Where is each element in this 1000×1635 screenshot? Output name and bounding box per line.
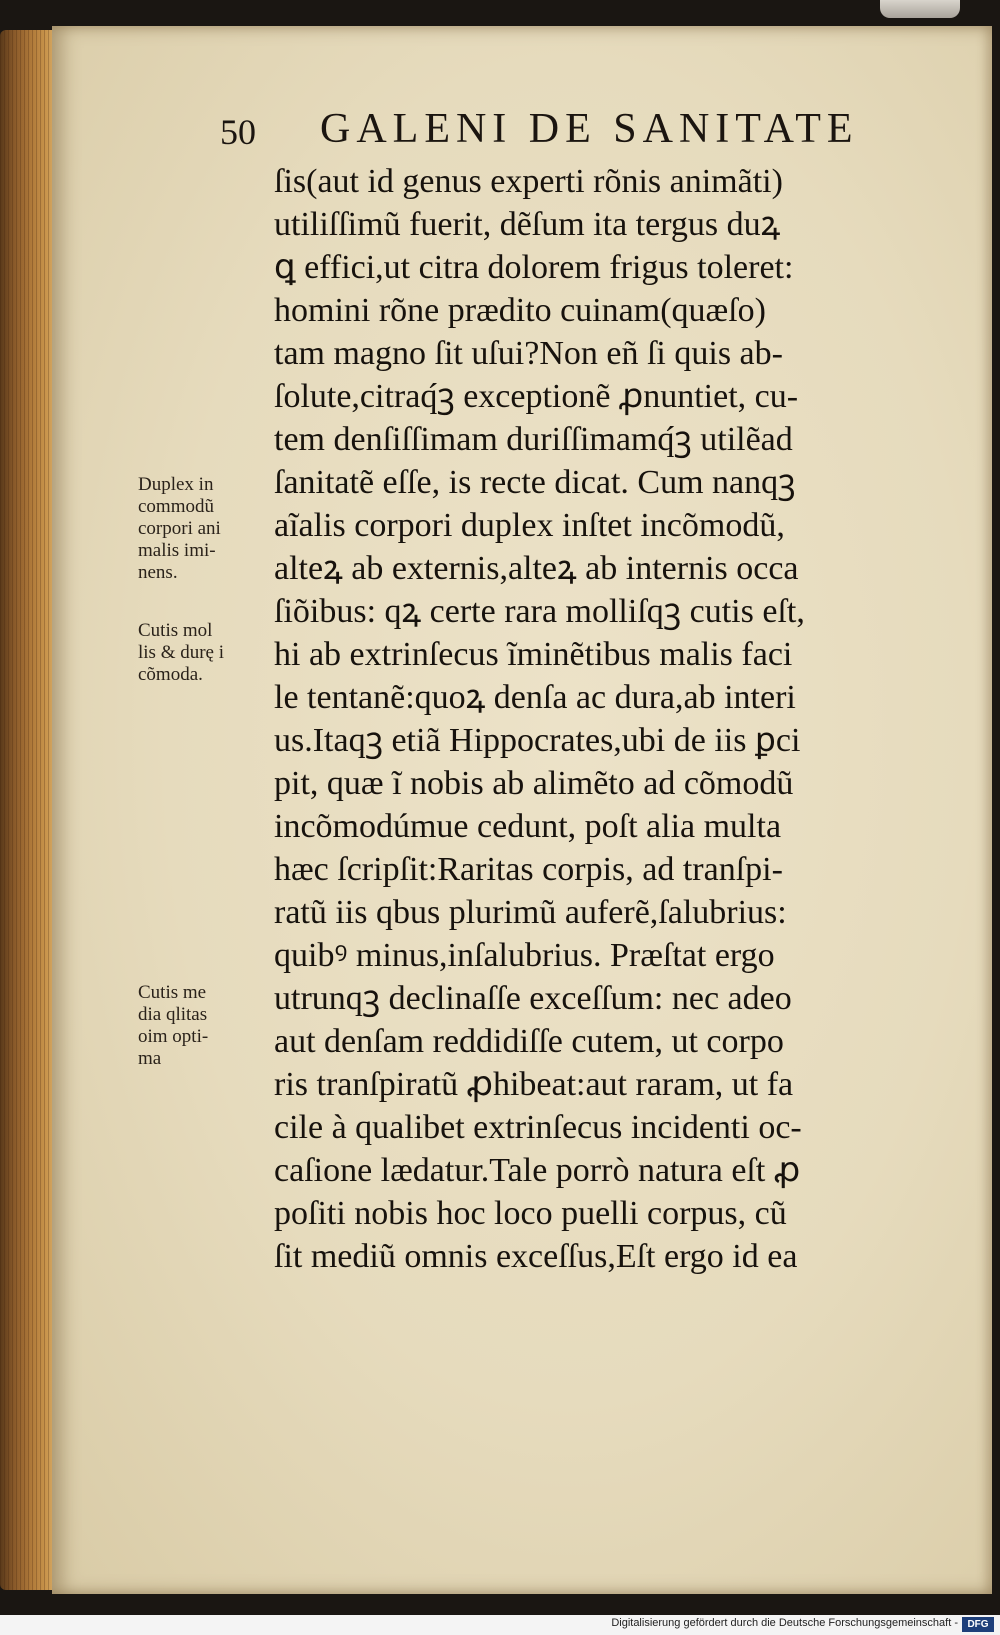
text-line: quibꝰ minus,inſalubrius. Præſtat ergo xyxy=(274,937,775,974)
text-line: ſiõibus: qꝝ certe rara molliſqꝫ cutis eſt, xyxy=(274,593,805,630)
marginal-note-duplex xyxy=(138,474,264,584)
marginal-note-line: Cutis mol xyxy=(138,620,213,641)
text-line: ſit mediũ omnis exceſſus,Eſt ergo id ea xyxy=(274,1238,798,1275)
page-number: 50 xyxy=(220,112,256,152)
marginal-note-line: oim opti- xyxy=(138,1026,209,1047)
text-line: poſiti nobis hoc loco puelli corpus, cũ xyxy=(274,1195,787,1232)
text-line: cile à qualibet extrinſecus incidenti oc- xyxy=(274,1109,802,1146)
text-line: us.Itaqꝫ etiã Hippocrates,ubi de iis ꝑci xyxy=(274,722,801,759)
marginal-note-cutis-mollis xyxy=(138,620,264,686)
text-line: utiliſſimũ fuerit, dẽſum ita tergus duꝝ xyxy=(274,206,781,243)
text-line: ſolute,citraq́ꝫ exceptionẽ ꝓnuntiet, cu- xyxy=(274,378,799,415)
running-head-title: GALENI DE SANITATE xyxy=(320,106,859,152)
page-clip xyxy=(880,0,960,18)
text-line: homini rõne prædito cuinam(quæſo) xyxy=(274,292,766,329)
text-line: hæc ſcripſit:Raritas corpis, ad tranſpi- xyxy=(274,851,783,888)
text-line: utrunqꝫ declinaſſe exceſſum: nec adeo xyxy=(274,980,792,1017)
marginal-note-line: cõmoda. xyxy=(138,664,203,685)
marginal-note-line: commodũ xyxy=(138,496,214,517)
marginal-note-line: Cutis me xyxy=(138,982,207,1003)
body-text xyxy=(274,160,924,1278)
text-line: pit, quæ ĩ nobis ab alimẽto ad cõmodũ xyxy=(274,765,794,802)
text-line: aut denſam reddidiſſe cutem, ut corpo xyxy=(274,1023,784,1060)
marginal-note-line: corpori ani xyxy=(138,518,221,539)
text-line: le tentanẽ:quoꝝ denſa ac dura,ab interi xyxy=(274,679,796,716)
text-line: hi ab extrinſecus ĩminẽtibus malis faci xyxy=(274,636,793,673)
marginal-note-line: malis imi- xyxy=(138,540,216,561)
text-line: ſis(aut id genus experti rõnis animãti) xyxy=(274,163,783,200)
text-line: caſione lædatur.Tale porrò natura eſt ꝓ xyxy=(274,1152,801,1189)
text-line: ratũ iis qbus plurimũ auferẽ,ſalubrius: xyxy=(274,894,787,931)
text-line: alteꝝ ab externis,alteꝝ ab internis occa xyxy=(274,550,799,587)
text-line: aĩalis corpori duplex inſtet incõmodũ, xyxy=(274,507,785,544)
marginal-note-line: lis & durę i xyxy=(138,642,225,663)
marginal-note-line: ma xyxy=(138,1048,162,1069)
text-line: ꝗ effici,ut citra dolorem frigus toleret: xyxy=(274,249,794,286)
marginal-note-cutis-media xyxy=(138,982,264,1070)
text-line: ris tranſpiratũ ꝓhibeat:aut raram, ut fa xyxy=(274,1066,794,1103)
text-line: ſanitatẽ eſſe, is recte dicat. Cum nanqꝫ xyxy=(274,464,796,501)
running-head xyxy=(220,105,880,155)
text-line: incõmodúmue cedunt, poſt alia multa xyxy=(274,808,782,845)
digitization-credit: Digitalisierung gefördert durch die Deutsche Forschungsgemeinschaft - xyxy=(611,1617,958,1629)
dfg-logo: DFG xyxy=(962,1617,994,1632)
text-line: tem denſiſſimam duriſſimamq́ꝫ utilẽad xyxy=(274,421,793,458)
marginal-note-line: Duplex in xyxy=(138,474,214,495)
marginal-note-line: nens. xyxy=(138,562,178,583)
book-fore-edge xyxy=(0,30,58,1590)
text-line: tam magno ſit uſui?Non eñ ſi quis ab- xyxy=(274,335,783,372)
marginal-note-line: dia qlitas xyxy=(138,1004,208,1025)
